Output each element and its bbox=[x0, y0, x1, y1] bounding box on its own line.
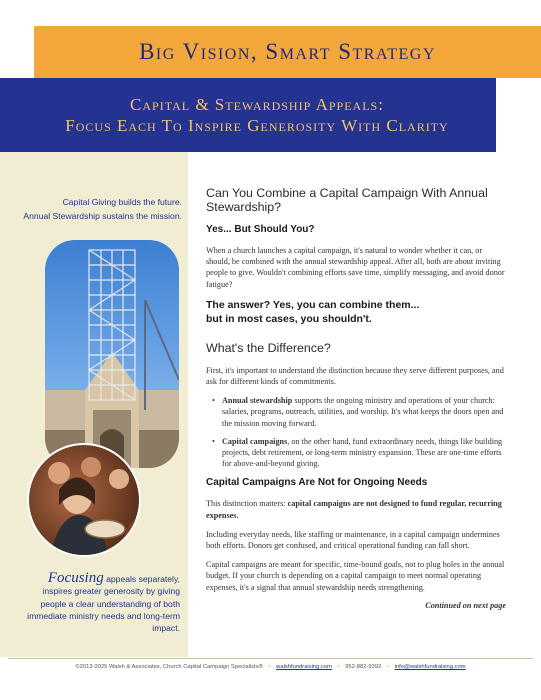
footer-email-link[interactable]: info@walshfundraising.com bbox=[394, 664, 466, 670]
difference-intro: First, it's important to understand the distinction because they serve different purposes, and ask for different kinds of commitments. bbox=[206, 365, 504, 387]
distinction-lead: This distinction matters: bbox=[206, 499, 288, 509]
congregation-illustration bbox=[29, 445, 141, 557]
sidebar-callout-lead: Focusing bbox=[47, 570, 104, 586]
scaffolded-tower-photo bbox=[45, 240, 179, 468]
everyday-needs-paragraph: Including everyday needs, like staffing or maintenance, in a capital campaign undermines both efforts. Donors get confused, and critical operational funding can fall short. bbox=[206, 529, 500, 551]
distinction-bold: capital campaigns are not designed to fund regular, recurring expenses. bbox=[206, 499, 502, 520]
footer-separator: • bbox=[337, 664, 340, 670]
title-banner bbox=[34, 26, 541, 78]
list-item bbox=[214, 436, 506, 470]
list-item-term: Capital campaigns bbox=[222, 436, 288, 446]
time-bound-paragraph: Capital campaigns are meant for specific, time-bound goals, not to plug holes in the annual budget. If your church is depending on a capital campaign to meet normal operating expenses, it's a signal that annual stewardship needs strengthening. bbox=[206, 560, 505, 592]
difference-list bbox=[214, 395, 506, 469]
footer-separator: • bbox=[386, 664, 389, 670]
sidebar-tagline bbox=[14, 196, 182, 223]
congregation-photo bbox=[27, 443, 141, 557]
sidebar-callout-text: appeals separately, inspires greater generosity by giving people a clear understanding of both immediate ministry needs and long-term impact. bbox=[27, 574, 180, 634]
continued-note: Continued on next page bbox=[425, 600, 506, 610]
footer-divider bbox=[8, 658, 533, 659]
section-heading-combine: Can You Combine a Capital Campaign With Annual Stewardship? bbox=[206, 186, 488, 214]
sidebar-tagline-line-1: Capital Giving builds the future. bbox=[62, 197, 182, 207]
subheading-should-you: Yes... But Should You? bbox=[206, 224, 315, 235]
footer bbox=[0, 664, 541, 670]
subtitle-line-1: Capital & Stewardship Appeals: bbox=[130, 95, 384, 114]
section-heading-difference: What's the Difference? bbox=[206, 340, 331, 355]
answer-line-1: The answer? Yes, you can combine them... bbox=[206, 298, 420, 311]
list-item-term: Annual stewardship bbox=[222, 396, 293, 406]
subtitle-banner bbox=[0, 78, 496, 152]
footer-copyright: ©2013-2025 Walsh & Associates, Church Capital Campaign Specialists® bbox=[75, 664, 263, 670]
subtitle-line-2: Focus Each To Inspire Generosity With Clarity bbox=[65, 116, 449, 135]
footer-separator: • bbox=[268, 664, 271, 670]
intro-paragraph: When a church launches a capital campaign, it's natural to wonder whether it can, or should, be combined with the annual stewardship appeal. After all, both are about inviting people to give. Wouldn't combining efforts save time, simplify messaging, and avoid donor fatigue? bbox=[206, 246, 505, 289]
sidebar-tagline-line-2: Annual Stewardship sustains the mission. bbox=[23, 210, 182, 221]
list-item bbox=[214, 395, 506, 429]
subheading-not-ongoing: Capital Campaigns Are Not for Ongoing Needs bbox=[206, 477, 428, 489]
footer-phone: 952-882-9392 bbox=[345, 664, 382, 670]
tower-illustration bbox=[45, 240, 179, 468]
list-item-text: supports the ongoing ministry and operations of your church: salaries, programs, outreach, utilities, and worship. It's what keeps the doors open and the mission moving forward. bbox=[222, 396, 504, 428]
answer-line-2: but in most cases, you shouldn't. bbox=[206, 313, 372, 326]
footer-website-link[interactable]: walshfundraising.com bbox=[276, 664, 332, 670]
answer-callout bbox=[206, 298, 506, 327]
main-content bbox=[206, 186, 506, 610]
sidebar-callout bbox=[20, 572, 180, 634]
page-title: Big Vision, Smart Strategy bbox=[139, 39, 436, 64]
distinction-paragraph bbox=[206, 498, 506, 520]
list-item-text: , on the other hand, fund extraordinary needs, things like building projects, debt retirement, or long-term ministry expansion. These are one-time efforts for above-and-beyond giving. bbox=[222, 436, 503, 469]
